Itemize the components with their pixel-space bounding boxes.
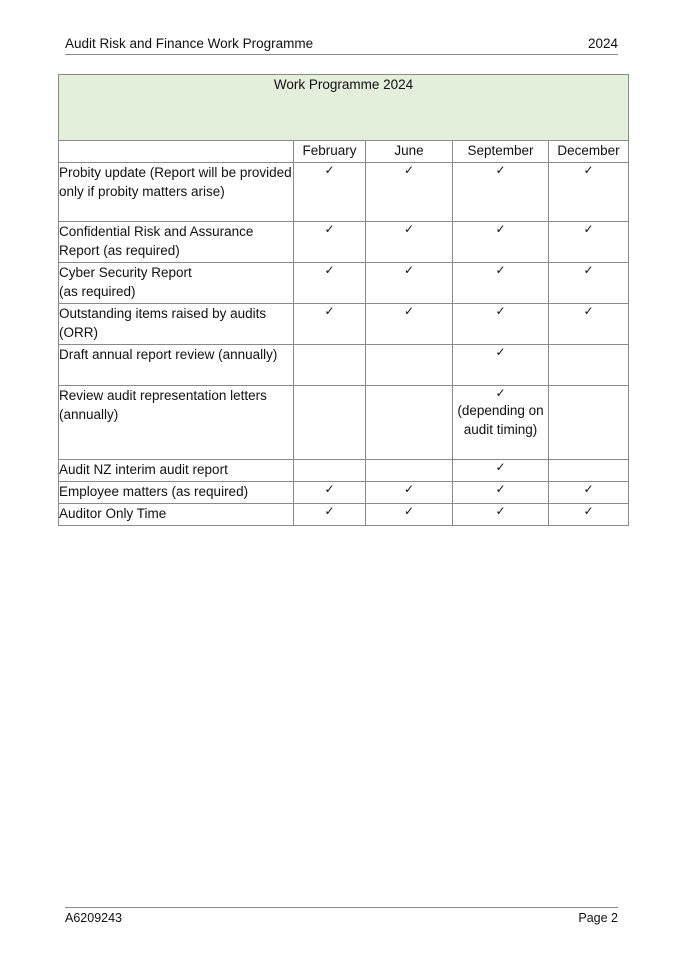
table-row — [59, 345, 629, 386]
september-timing-note: (depending on audit timing) — [457, 403, 544, 437]
check-icon: ✓ — [495, 482, 506, 496]
check-icon: ✓ — [324, 504, 335, 518]
row-item-label: Outstanding items raised by audits (ORR) — [59, 304, 294, 345]
check-icon: ✓ — [495, 163, 506, 177]
page-footer — [65, 907, 618, 925]
page-header — [65, 34, 618, 55]
table-row — [59, 163, 629, 222]
page-number: Page 2 — [578, 911, 618, 925]
check-icon: ✓ — [495, 222, 506, 236]
row-item-label: Probity update (Report will be provided only if probity matters arise) — [59, 163, 294, 222]
column-header-february: February — [294, 141, 366, 163]
header-title: Audit Risk and Finance Work Programme — [65, 36, 314, 51]
check-icon: ✓ — [403, 163, 415, 177]
row-item-label — [59, 263, 294, 304]
check-icon: ✓ — [403, 304, 415, 318]
check-icon: ✓ — [583, 263, 594, 277]
month-header-row — [59, 141, 629, 163]
check-icon: ✓ — [583, 504, 594, 518]
check-icon: ✓ — [583, 222, 594, 236]
check-icon: ✓ — [583, 304, 594, 318]
table-row — [59, 386, 629, 460]
table-row — [59, 304, 629, 345]
check-icon: ✓ — [495, 504, 506, 518]
row-item-label: Audit NZ interim audit report — [59, 460, 294, 482]
table-row — [59, 222, 629, 263]
check-icon: ✓ — [403, 482, 415, 496]
check-icon: ✓ — [324, 263, 335, 277]
table-row — [59, 460, 629, 482]
row-item-label: Draft annual report review (annually) — [59, 345, 294, 386]
row-item-label: Confidential Risk and Assurance Report (as required) — [59, 222, 294, 263]
check-icon: ✓ — [495, 460, 506, 474]
check-icon: ✓ — [403, 222, 415, 236]
table-title: Work Programme 2024 — [59, 75, 629, 141]
column-header-december: December — [549, 141, 629, 163]
check-icon: ✓ — [495, 345, 506, 359]
document-reference: A6209243 — [65, 911, 123, 925]
work-programme-table — [58, 74, 629, 526]
check-icon: ✓ — [324, 482, 335, 496]
row-item-label: Auditor Only Time — [59, 504, 294, 526]
check-icon: ✓ — [495, 263, 506, 277]
column-header-june: June — [366, 141, 453, 163]
item-column-header — [59, 141, 294, 163]
table-row — [59, 504, 629, 526]
check-icon: ✓ — [583, 482, 594, 496]
check-icon: ✓ — [324, 222, 335, 236]
header-year: 2024 — [587, 36, 618, 51]
row-item-label: Employee matters (as required) — [59, 482, 294, 504]
check-icon: ✓ — [495, 304, 506, 318]
check-icon: ✓ — [583, 163, 594, 177]
table-title-row — [59, 75, 629, 141]
check-icon: ✓ — [324, 304, 335, 318]
column-header-september: September — [453, 141, 549, 163]
check-icon: ✓ — [495, 386, 506, 400]
row-item-label-line: (as required) — [59, 284, 136, 299]
row-item-label: Review audit representation letters (annually) — [59, 386, 294, 460]
table-row — [59, 263, 629, 304]
check-icon: ✓ — [403, 263, 415, 277]
table-row — [59, 482, 629, 504]
check-icon: ✓ — [403, 504, 415, 518]
check-icon: ✓ — [324, 163, 335, 177]
row-item-label-line: Cyber Security Report — [59, 265, 192, 280]
